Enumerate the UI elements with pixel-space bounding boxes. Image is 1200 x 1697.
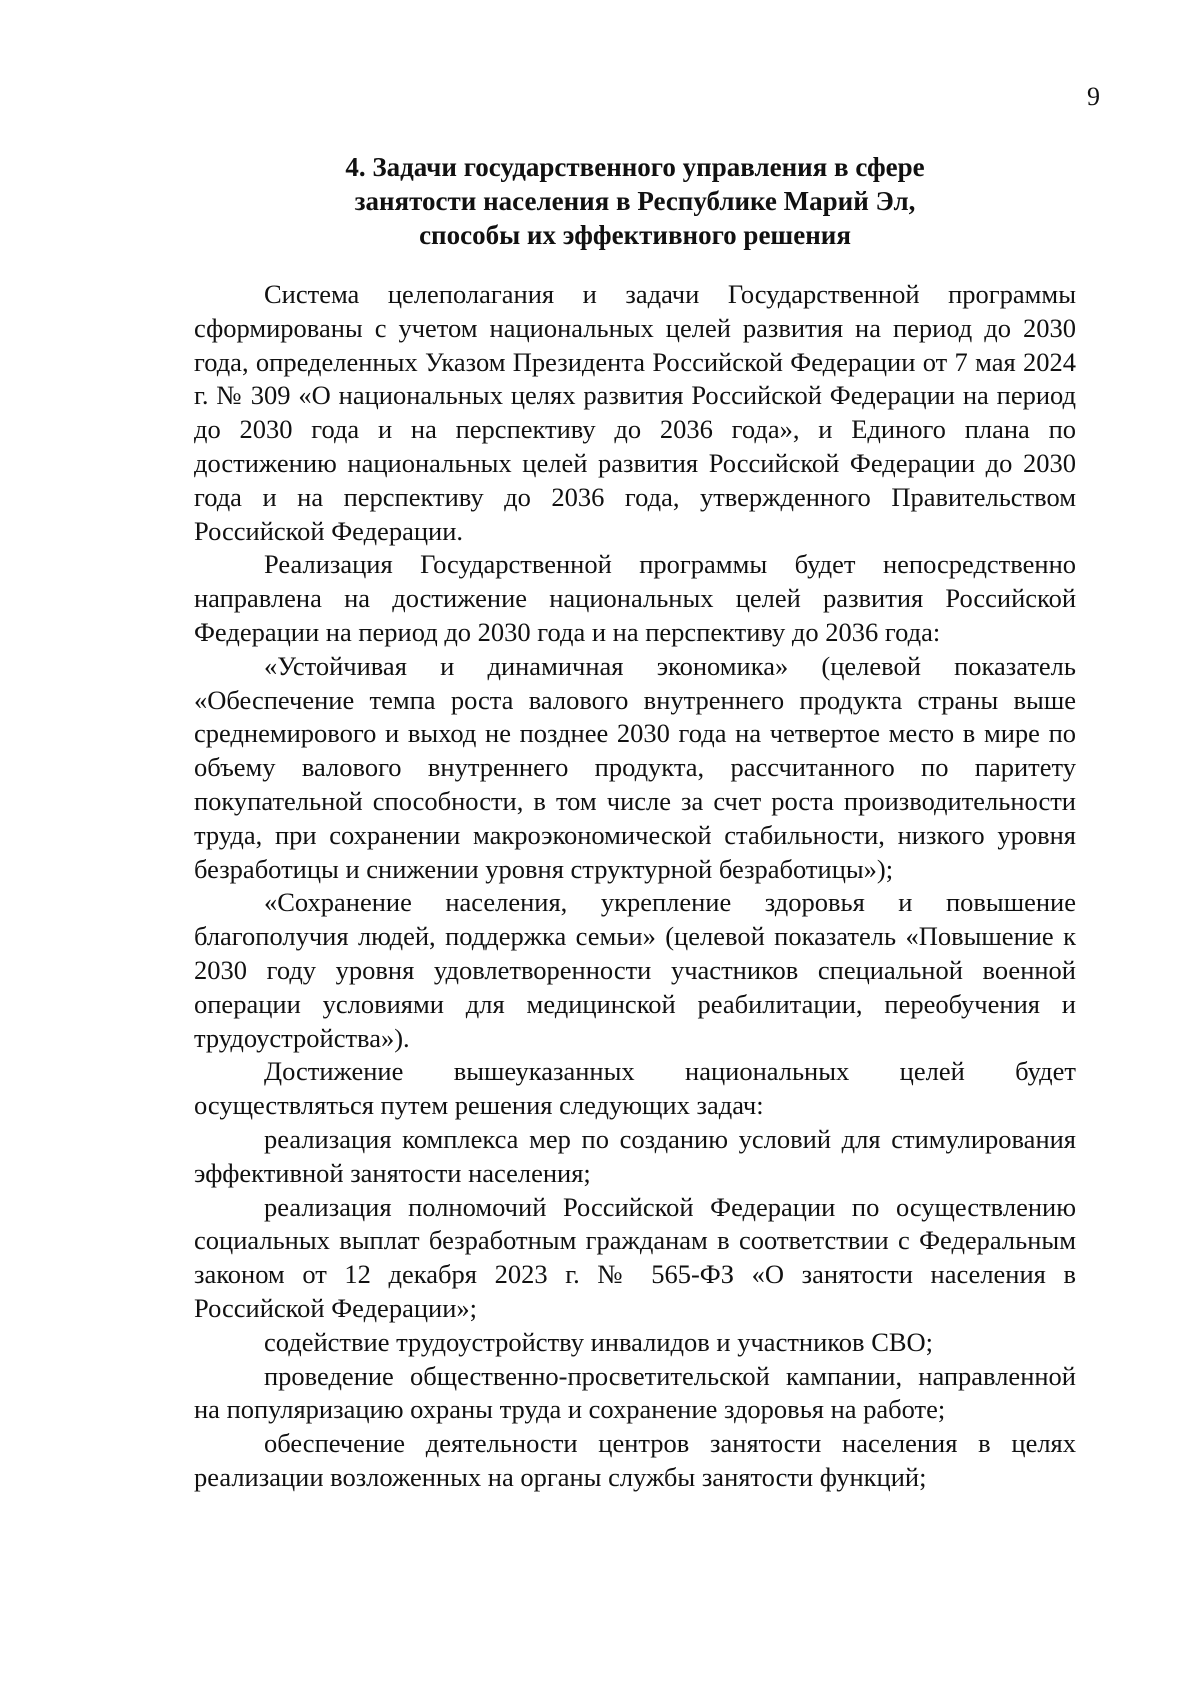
page-number: 9: [1087, 82, 1100, 111]
list-item: реализация комплекса мер по созданию условий для стимулирования эффективной занятости населения;: [194, 1123, 1076, 1188]
heading-line: способы их эффективного решения: [419, 220, 851, 250]
list-item: содействие трудоустройству инвалидов и участников СВО;: [264, 1326, 934, 1357]
list-item: реализация полномочий Российской Федерации по осуществлению социальных выплат безработным гражданам в соответствии с Федеральным законом от 12 декабря 2023 г. № 565-ФЗ «О занятости населения в Российской Федерации»;: [194, 1191, 1076, 1323]
paragraph: Система целеполагания и задачи Государственной программы сформированы с учетом национальных целей развития на период до 2030 года, определенных Указом Президента Российской Федерации от 7 мая 2024 г. № 309 «О национальных целях развития Российской Федерации на период до 2030 года и на перспективу до 2036 года», и Единого плана по достижению национальных целей развития Российской Федерации до 2030 года и на перспективу до 2036 года, утвержденного Правительством Российской Федерации.: [194, 279, 1076, 546]
document-body: [194, 278, 1076, 1495]
paragraph: Достижение вышеуказанных национальных целей будет осуществляться путем решения следующих задач:: [194, 1056, 1076, 1121]
paragraph: «Сохранение населения, укрепление здоровья и повышение благополучия людей, поддержка семьи» (целевой показатель «Повышение к 2030 году уровня удовлетворенности участников специальной военной операции условиями для медицинской реабилитации, переобучения и трудоустройства»).: [194, 887, 1076, 1053]
section-heading: [190, 150, 1080, 252]
paragraph: «Устойчивая и динамичная экономика» (целевой показатель «Обеспечение темпа роста валового внутреннего продукта страны выше среднемирового и выход не позднее 2030 года на четвертое место в мире по объему валового внутреннего продукта, рассчитанного по паритету покупательной способности, в том числе за счет роста производительности труда, при сохранении макроэкономической стабильности, низкого уровня безработицы и снижении уровня структурной безработицы»);: [194, 650, 1076, 884]
list-item: проведение общественно-просветительской кампании, направленной на популяризацию охраны труда и сохранение здоровья на работе;: [194, 1360, 1076, 1425]
list-item: обеспечение деятельности центров занятости населения в целях реализации возложенных на органы службы занятости функций;: [194, 1428, 1076, 1492]
heading-line: занятости населения в Республике Марий Эл,: [354, 186, 916, 216]
heading-line: 4. Задачи государственного управления в сфере: [345, 152, 925, 182]
paragraph: Реализация Государственной программы будет непосредственно направлена на достижение национальных целей развития Российской Федерации на период до 2030 года и на перспективу до 2036 года:: [194, 549, 1076, 647]
